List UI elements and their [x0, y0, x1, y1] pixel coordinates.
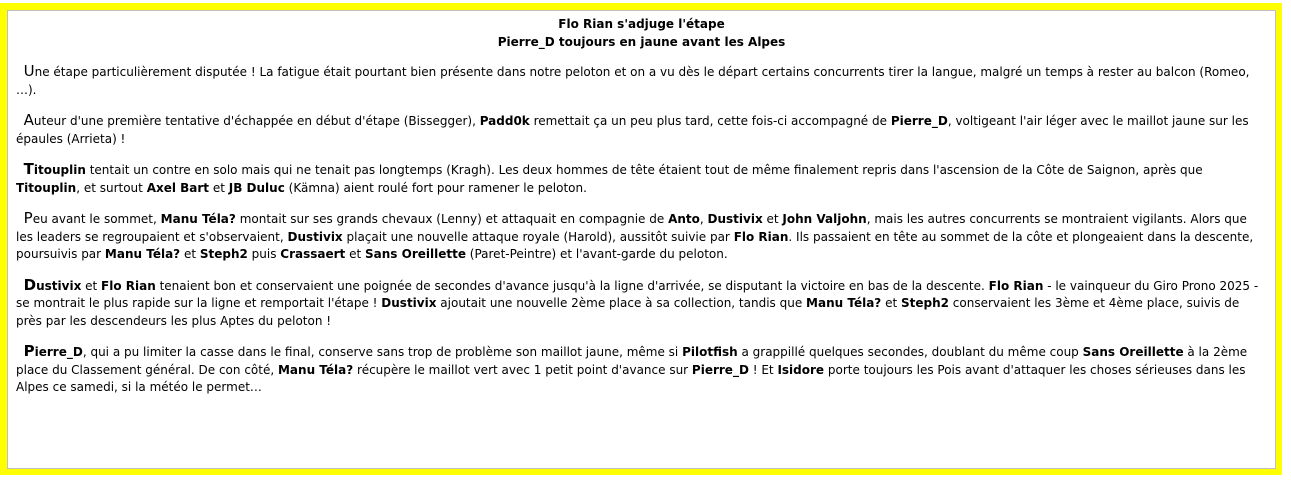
- rider-name: Anto: [668, 212, 700, 226]
- paragraph: [16, 112, 1267, 148]
- drop-letter: D: [23, 275, 37, 294]
- rider-name: ierre_D: [34, 345, 83, 359]
- rider-name: Steph2: [900, 296, 949, 310]
- text-segment: tenaient bon et conservaient une poignée de secondes d'avance jusqu'à la ligne d'arrivée, se disputant la victoire en bas de la descente.: [155, 278, 989, 293]
- drop-letter: P: [23, 209, 33, 227]
- rider-name: John Valjohn: [782, 212, 867, 226]
- text-segment: ajoutait une nouvelle 2ème place à sa collection, tandis que: [436, 296, 807, 310]
- rider-name: Titouplin: [16, 180, 77, 195]
- text-segment: , et surtout: [76, 180, 147, 195]
- text-segment: - le vainqueur du Giro Prono 2025 - se montrait le plus rapide sur la ligne et remportait l'étape !: [16, 278, 1259, 310]
- rider-name: JB Duluc: [228, 180, 285, 195]
- title-line-2: Pierre_D toujours en jaune avant les Alpes: [497, 35, 786, 49]
- text-segment: , voltigeant l'air léger avec le maillot jaune sur les épaules (Arrieta) !: [16, 114, 1249, 146]
- rider-name: Pierre_D: [890, 114, 948, 128]
- rider-name: Pilotfish: [682, 345, 738, 359]
- text-segment: et: [180, 247, 200, 261]
- rider-name: Manu Téla?: [104, 247, 181, 261]
- rider-name: Steph2: [199, 247, 248, 261]
- rider-name: Manu Téla?: [160, 212, 236, 226]
- rider-name: Flo Rian: [988, 278, 1044, 293]
- paragraph: [16, 343, 1267, 397]
- article-body: [16, 63, 1267, 397]
- drop-letter: U: [23, 62, 35, 80]
- paragraph: [16, 210, 1267, 264]
- text-segment: à la 2ème place du Classement général. De con côté,: [16, 345, 1248, 377]
- text-segment: et: [81, 278, 102, 293]
- text-segment: puis: [247, 247, 281, 261]
- rider-name: Dustivix: [707, 212, 763, 226]
- text-segment: remettait ça un peu plus tard, cette fois-ci accompagné de: [529, 114, 891, 128]
- rider-name: Flo Rian: [733, 229, 789, 244]
- text-segment: ! Et: [748, 362, 778, 377]
- text-segment: . Ils passaient en tête au sommet de la côte et plongeaient dans la descente, poursuivis par: [16, 229, 1254, 261]
- drop-letter: T: [23, 160, 34, 178]
- text-segment: , qui a pu limiter la casse dans le final, conserve sans trop de problème son maillot jaune, même si: [82, 345, 683, 359]
- rider-name: itouplin: [33, 163, 86, 177]
- paragraph: [16, 277, 1267, 331]
- text-segment: porte toujours les Pois avant d'attaquer les choses sérieuses dans les Alpes ce samedi, si la météo le permet…: [16, 362, 1246, 394]
- rider-name: Sans Oreillette: [1082, 345, 1184, 359]
- drop-letter: A: [23, 111, 34, 129]
- text-segment: ,: [699, 212, 708, 226]
- text-segment: (Paret-Peintre) et l'avant-garde du peloton.: [465, 247, 728, 261]
- text-segment: tentait un contre en solo mais qui ne tenait pas longtemps (Kragh). Les deux hommes de tête étaient tout de même finalement repris dans l'ascension de la Côte de Saignon, après que: [85, 163, 1203, 177]
- rider-name: ustivix: [36, 278, 82, 293]
- rider-name: Dustivix: [287, 229, 343, 244]
- text-segment: et: [762, 212, 783, 226]
- rider-name: Flo Rian: [101, 278, 156, 293]
- text-segment: récupère le maillot vert avec 1 petit point d'avance sur: [353, 362, 692, 377]
- text-segment: et: [881, 296, 901, 310]
- rider-name: Manu Téla?: [277, 362, 354, 377]
- text-segment: ne étape particulièrement disputée ! La fatigue était pourtant bien présente dans notre peloton et on a vu dès le départ certains concurrents tirer la langue, malgré un temps à rester au balcon (Romeo, …).: [16, 65, 1250, 97]
- yellow-frame: [0, 3, 1282, 475]
- rider-name: Isidore: [777, 362, 825, 377]
- paragraph: [16, 161, 1267, 197]
- text-segment: plaçait une nouvelle attaque royale (Harold), aussitôt suivie par: [342, 229, 734, 244]
- rider-name: Manu Téla?: [806, 296, 882, 310]
- text-segment: (Kämna) aient roulé fort pour ramener le peloton.: [284, 180, 587, 195]
- drop-letter: P: [23, 342, 35, 360]
- text-segment: conservaient les 3ème et 4ème place, suivis de près par les descendeurs les plus Aptes du peloton !: [16, 296, 1240, 328]
- text-segment: et: [345, 247, 366, 261]
- text-segment: montait sur ses grands chevaux (Lenny) et attaquait en compagnie de: [235, 212, 669, 226]
- rider-name: Sans Oreillette: [365, 247, 466, 261]
- rider-name: Crassaert: [280, 247, 346, 261]
- text-segment: a grappillé quelques secondes, doublant du même coup: [737, 345, 1083, 359]
- article-title: [16, 15, 1267, 51]
- rider-name: Pierre_D: [691, 362, 749, 377]
- text-segment: et: [209, 180, 229, 195]
- text-segment: eu avant le sommet,: [32, 212, 161, 226]
- paragraph: [16, 63, 1267, 99]
- text-segment: uteur d'une première tentative d'échappée en début d'étape (Bissegger),: [33, 114, 480, 128]
- rider-name: Padd0k: [479, 114, 530, 128]
- text-segment: , mais les autres concurrents se montraient vigilants. Alors que les leaders se regroupaient et s'observaient,: [16, 212, 1247, 244]
- rider-name: Axel Bart: [146, 180, 210, 195]
- rider-name: Dustivix: [381, 296, 437, 310]
- article-box: [7, 10, 1276, 469]
- title-line-1: Flo Rian s'adjuge l'étape: [558, 17, 725, 31]
